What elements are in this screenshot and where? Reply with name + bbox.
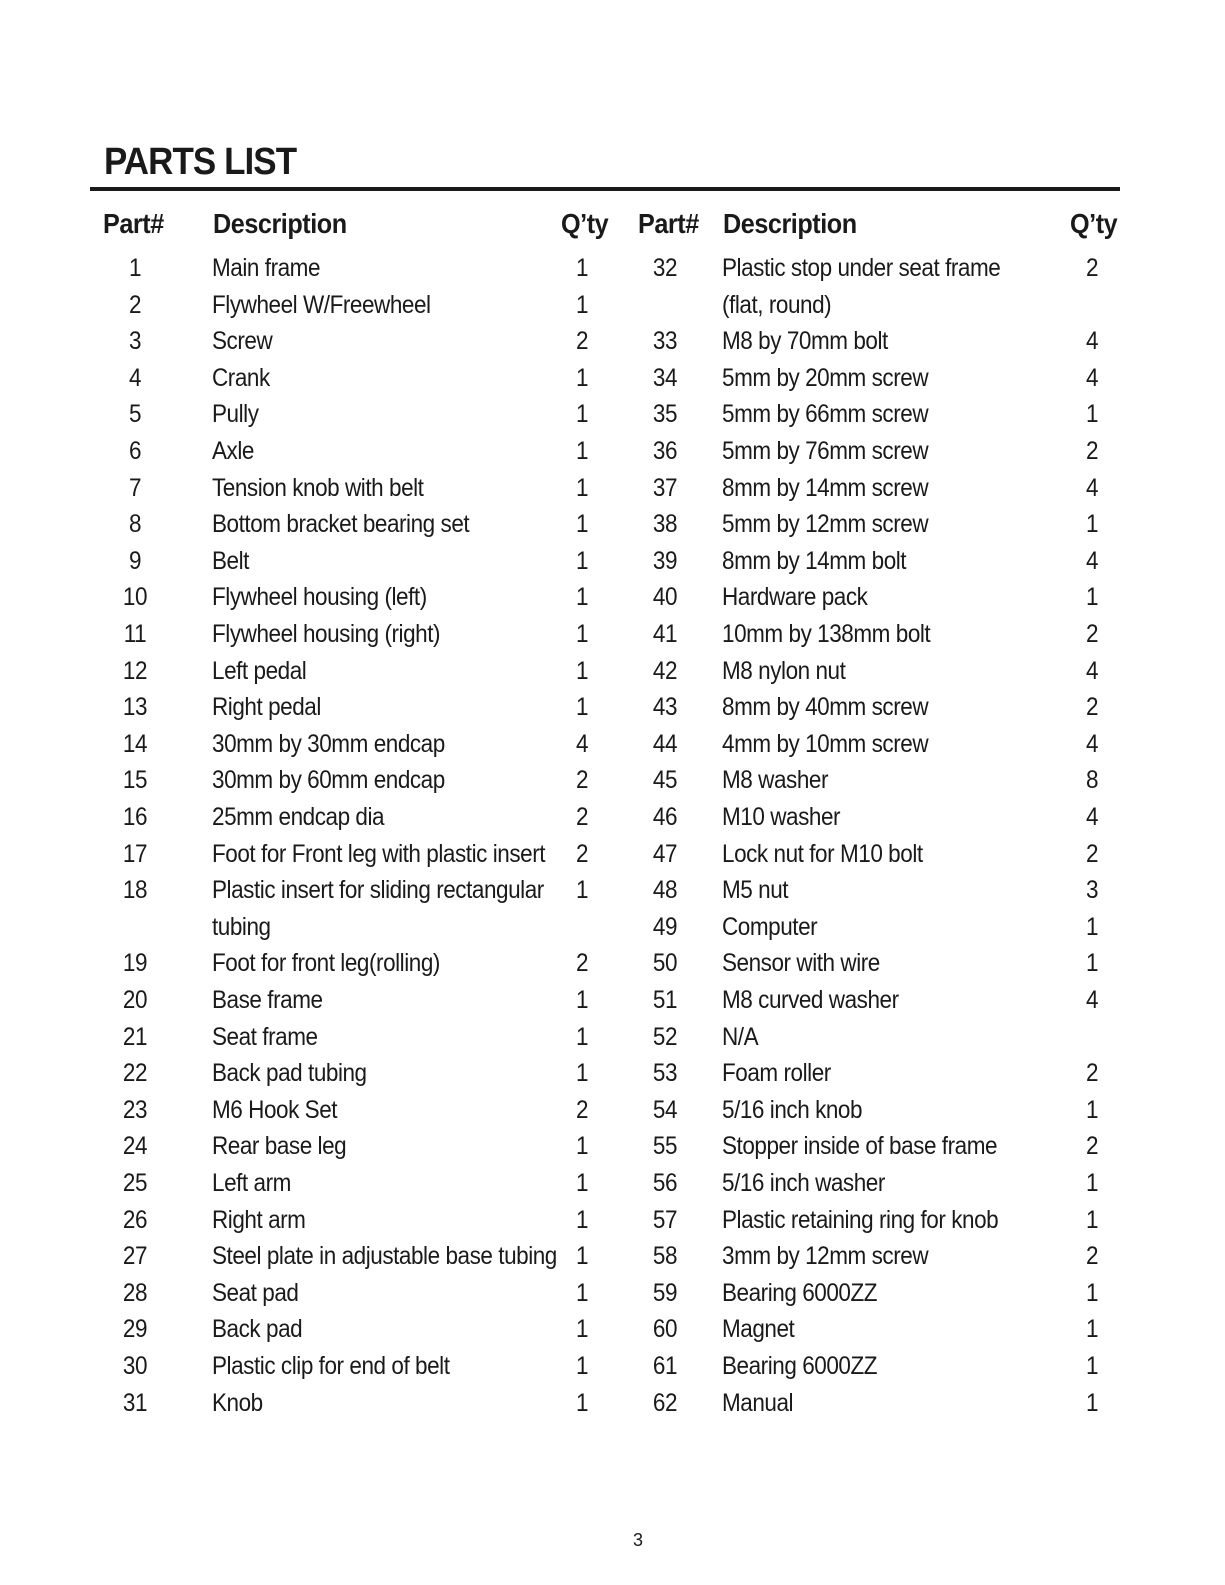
part-quantity: 1: [575, 510, 589, 539]
part-description: 8mm by 14mm screw: [722, 473, 929, 502]
part-quantity: 2: [1085, 1242, 1099, 1271]
part-number: 18: [122, 876, 148, 905]
table-row: [0, 290, 1225, 326]
part-description: M10 washer: [722, 803, 841, 831]
part-quantity: 4: [1085, 327, 1099, 356]
part-number: 62: [652, 1388, 678, 1417]
part-quantity: 1: [575, 290, 589, 319]
part-description: Flywheel housing (right): [212, 620, 441, 648]
table-row: [0, 875, 1225, 911]
header-part-right: Part#: [638, 208, 699, 239]
table-row: [0, 582, 1225, 618]
part-number: 41: [652, 620, 678, 648]
part-quantity: 1: [1085, 949, 1099, 978]
part-number: 29: [122, 1315, 148, 1344]
part-description: M6 Hook Set: [212, 1095, 338, 1124]
part-number: 32: [652, 254, 678, 282]
part-number: 57: [652, 1205, 678, 1234]
part-description: M8 by 70mm bolt: [722, 327, 888, 356]
part-quantity: 1: [575, 656, 589, 685]
part-number: 51: [652, 986, 678, 1014]
part-quantity: 1: [1085, 1205, 1099, 1234]
part-number: 11: [123, 620, 147, 648]
part-description: Steel plate in adjustable base tubing: [212, 1242, 557, 1271]
part-quantity: 1: [1085, 510, 1099, 539]
part-number: 50: [652, 949, 678, 978]
part-quantity: 2: [575, 949, 589, 978]
part-description: Belt: [212, 546, 249, 575]
part-description: 30mm by 60mm endcap: [212, 766, 445, 795]
part-quantity: 1: [575, 1242, 589, 1271]
table-row: [0, 948, 1225, 984]
part-description: Screw: [212, 327, 273, 356]
part-number: 28: [122, 1278, 148, 1307]
part-quantity: 2: [1085, 693, 1099, 722]
part-number: 27: [122, 1242, 148, 1271]
table-row: [0, 436, 1225, 472]
part-number: 6: [128, 437, 142, 465]
part-quantity: 1: [575, 473, 589, 502]
table-row: [0, 729, 1225, 765]
part-description: Plastic retaining ring for knob: [722, 1205, 999, 1234]
part-quantity: 4: [1085, 729, 1099, 758]
part-description: Lock nut for M10 bolt: [722, 839, 923, 868]
part-quantity: 4: [575, 729, 589, 758]
part-description: Back pad: [212, 1315, 303, 1344]
part-description: Right arm: [212, 1205, 306, 1234]
part-description: 8mm by 14mm bolt: [722, 546, 907, 575]
part-description: 30mm by 30mm endcap: [212, 729, 445, 758]
part-quantity: 1: [1085, 1352, 1099, 1380]
part-quantity: 4: [1085, 803, 1099, 831]
part-number: 24: [122, 1132, 148, 1161]
part-quantity: 3: [1085, 876, 1099, 905]
part-quantity: 2: [575, 1095, 589, 1124]
part-description: Foot for Front leg with plastic insert: [212, 839, 546, 868]
part-description: Axle: [212, 437, 254, 465]
table-row: [0, 326, 1225, 362]
part-quantity: 2: [1085, 620, 1099, 648]
part-number: 1: [128, 254, 142, 282]
part-number: 25: [122, 1169, 148, 1197]
part-quantity: 1: [1085, 1388, 1099, 1417]
part-number: 26: [122, 1205, 148, 1234]
part-quantity: 4: [1085, 546, 1099, 575]
part-description: 5mm by 12mm screw: [722, 510, 929, 539]
part-number: 3: [128, 327, 142, 356]
part-description: Sensor with wire: [722, 949, 880, 978]
part-number: 33: [652, 327, 678, 356]
part-description: Bottom bracket bearing set: [212, 510, 470, 539]
table-row: [0, 1022, 1225, 1058]
part-description: Hardware pack: [722, 583, 868, 612]
part-description: M8 nylon nut: [722, 656, 846, 685]
part-quantity: 4: [1085, 363, 1099, 392]
part-number: 52: [652, 1022, 678, 1051]
part-number: 43: [652, 693, 678, 722]
part-number: 2: [128, 290, 142, 319]
part-description: (flat, round): [722, 290, 832, 319]
part-quantity: 1: [575, 437, 589, 465]
part-description: 4mm by 10mm screw: [722, 729, 929, 758]
part-description: Left arm: [212, 1169, 291, 1197]
table-row: [0, 1131, 1225, 1167]
part-number: 30: [122, 1352, 148, 1380]
part-description: Back pad tubing: [212, 1059, 367, 1088]
part-quantity: 1: [575, 1059, 589, 1088]
part-number: 54: [652, 1095, 678, 1124]
part-quantity: 1: [575, 986, 589, 1014]
part-description: Plastic clip for end of belt: [212, 1352, 450, 1380]
part-quantity: 8: [1085, 766, 1099, 795]
part-description: Rear base leg: [212, 1132, 347, 1161]
part-number: 12: [122, 656, 148, 685]
part-number: 34: [652, 363, 678, 392]
part-number: 39: [652, 546, 678, 575]
part-quantity: 1: [575, 254, 589, 282]
part-number: 45: [652, 766, 678, 795]
part-description: Magnet: [722, 1315, 795, 1344]
part-description: 5/16 inch washer: [722, 1169, 885, 1197]
part-number: 22: [122, 1059, 148, 1088]
part-number: 53: [652, 1059, 678, 1088]
table-row: [0, 985, 1225, 1021]
part-number: 14: [122, 729, 148, 758]
part-quantity: 1: [575, 1022, 589, 1051]
part-number: 55: [652, 1132, 678, 1161]
part-description: 25mm endcap dia: [212, 803, 385, 831]
part-number: 9: [128, 546, 142, 575]
part-number: 21: [122, 1022, 148, 1051]
part-quantity: 4: [1085, 473, 1099, 502]
part-number: 15: [122, 766, 148, 795]
part-quantity: 1: [1085, 400, 1099, 429]
part-number: 42: [652, 656, 678, 685]
part-number: 13: [122, 693, 148, 722]
part-number: 37: [652, 473, 678, 502]
part-quantity: 2: [575, 327, 589, 356]
table-row: [0, 619, 1225, 655]
part-number: 4: [128, 363, 142, 392]
table-row: [0, 363, 1225, 399]
part-description: Flywheel housing (left): [212, 583, 427, 612]
page-number: 3: [632, 1530, 643, 1550]
table-row: [0, 802, 1225, 838]
title-divider: [90, 187, 1120, 191]
part-number: 7: [128, 473, 142, 502]
part-number: 36: [652, 437, 678, 465]
table-row: [0, 1278, 1225, 1314]
table-row: [0, 1205, 1225, 1241]
table-row: [0, 839, 1225, 875]
table-row: [0, 1058, 1225, 1094]
part-quantity: 2: [1085, 1132, 1099, 1161]
part-quantity: 1: [575, 363, 589, 392]
header-qty-right: Q’ty: [1070, 208, 1118, 239]
part-description: 5mm by 20mm screw: [722, 363, 929, 392]
part-number: 61: [652, 1352, 678, 1380]
table-row: [0, 912, 1225, 948]
part-description: Stopper inside of base frame: [722, 1132, 998, 1161]
part-number: 31: [122, 1388, 148, 1417]
table-row: [0, 546, 1225, 582]
part-quantity: 1: [1085, 1169, 1099, 1197]
part-quantity: 2: [1085, 437, 1099, 465]
table-row: [0, 399, 1225, 435]
part-description: Seat frame: [212, 1022, 318, 1051]
table-row: [0, 1168, 1225, 1204]
part-quantity: 1: [575, 876, 589, 905]
part-number: 23: [122, 1095, 148, 1124]
part-number: 10: [122, 583, 148, 612]
part-quantity: 1: [575, 1352, 589, 1380]
part-quantity: 1: [575, 1388, 589, 1417]
table-row: [0, 473, 1225, 509]
part-number: 46: [652, 803, 678, 831]
part-number: 16: [122, 803, 148, 831]
part-quantity: 1: [575, 620, 589, 648]
part-description: Knob: [212, 1388, 263, 1417]
table-row: [0, 509, 1225, 545]
part-number: 58: [652, 1242, 678, 1271]
table-row: [0, 1388, 1225, 1424]
part-description: Foam roller: [722, 1059, 831, 1088]
part-description: M5 nut: [722, 876, 789, 905]
part-number: 49: [652, 912, 678, 941]
part-quantity: 1: [575, 400, 589, 429]
part-description: 5mm by 76mm screw: [722, 437, 929, 465]
table-row: [0, 253, 1225, 289]
part-quantity: 2: [1085, 254, 1099, 282]
part-description: tubing: [212, 912, 271, 941]
part-description: 8mm by 40mm screw: [722, 693, 929, 722]
table-row: [0, 656, 1225, 692]
part-description: Tension knob with belt: [212, 473, 424, 502]
part-description: M8 curved washer: [722, 986, 899, 1014]
part-number: 17: [122, 839, 148, 868]
part-number: 8: [128, 510, 142, 539]
part-description: 3mm by 12mm screw: [722, 1242, 929, 1271]
part-quantity: 1: [575, 1315, 589, 1344]
table-row: [0, 692, 1225, 728]
part-description: 5/16 inch knob: [722, 1095, 863, 1124]
part-description: Manual: [722, 1388, 794, 1417]
table-row: [0, 1241, 1225, 1277]
part-description: Bearing 6000ZZ: [722, 1352, 878, 1380]
part-number: 59: [652, 1278, 678, 1307]
part-number: 40: [652, 583, 678, 612]
part-description: N/A: [722, 1022, 759, 1051]
header-description-left: Description: [213, 208, 347, 239]
part-quantity: 1: [1085, 1095, 1099, 1124]
part-number: 56: [652, 1169, 678, 1197]
part-description: Seat pad: [212, 1278, 299, 1307]
part-description: Plastic stop under seat frame: [722, 254, 1001, 282]
page-title: PARTS LIST: [104, 141, 297, 183]
part-number: 60: [652, 1315, 678, 1344]
part-number: 35: [652, 400, 678, 429]
part-number: 47: [652, 839, 678, 868]
part-description: Plastic insert for sliding rectangular: [212, 876, 544, 905]
part-quantity: 2: [1085, 839, 1099, 868]
part-description: Bearing 6000ZZ: [722, 1278, 878, 1307]
part-quantity: 1: [1085, 1315, 1099, 1344]
part-quantity: 1: [575, 1169, 589, 1197]
part-description: Foot for front leg(rolling): [212, 949, 440, 978]
header-qty-left: Q’ty: [561, 208, 609, 239]
header-description-right: Description: [723, 208, 857, 239]
table-row: [0, 1095, 1225, 1131]
table-row: [0, 1314, 1225, 1350]
part-number: 38: [652, 510, 678, 539]
part-description: 5mm by 66mm screw: [722, 400, 929, 429]
part-description: Right pedal: [212, 693, 321, 722]
part-description: Flywheel W/Freewheel: [212, 290, 431, 319]
part-quantity: 2: [575, 803, 589, 831]
part-quantity: 1: [1085, 583, 1099, 612]
part-quantity: 4: [1085, 656, 1099, 685]
part-quantity: 1: [1085, 912, 1099, 941]
part-description: Left pedal: [212, 656, 307, 685]
part-description: Pully: [212, 400, 259, 429]
part-quantity: 2: [575, 839, 589, 868]
part-description: Main frame: [212, 254, 321, 282]
part-quantity: 1: [575, 583, 589, 612]
part-quantity: 1: [575, 1205, 589, 1234]
part-description: M8 washer: [722, 766, 828, 795]
table-row: [0, 765, 1225, 801]
part-description: 10mm by 138mm bolt: [722, 620, 931, 648]
part-quantity: 1: [575, 546, 589, 575]
table-row: [0, 1351, 1225, 1387]
part-description: Computer: [722, 912, 818, 941]
part-quantity: 1: [1085, 1278, 1099, 1307]
part-number: 48: [652, 876, 678, 905]
part-number: 5: [128, 400, 142, 429]
part-quantity: 1: [575, 693, 589, 722]
part-number: 19: [122, 949, 148, 978]
part-quantity: 1: [575, 1132, 589, 1161]
part-number: 44: [652, 729, 678, 758]
part-number: 20: [122, 986, 148, 1014]
part-quantity: 2: [1085, 1059, 1099, 1088]
part-description: Base frame: [212, 986, 323, 1014]
header-part-left: Part#: [103, 208, 164, 239]
part-quantity: 2: [575, 766, 589, 795]
part-quantity: 1: [575, 1278, 589, 1307]
part-quantity: 4: [1085, 986, 1099, 1014]
part-description: Crank: [212, 363, 270, 392]
